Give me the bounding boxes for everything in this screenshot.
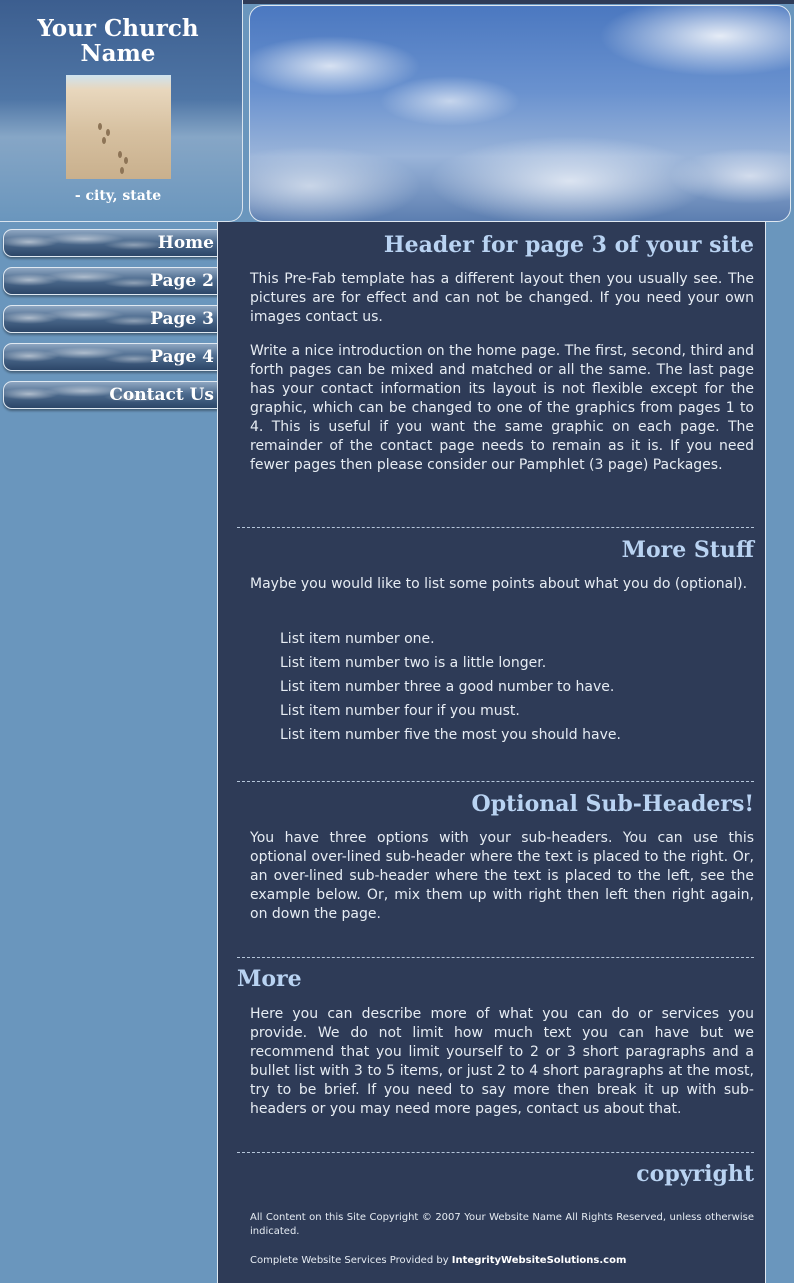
- list-item: List item number three a good number to have.: [280, 679, 615, 695]
- footprint-mark: [120, 167, 124, 174]
- footprints-in-sand-image: [66, 75, 171, 179]
- site-identity-panel: [0, 0, 243, 222]
- main-content: [217, 222, 766, 1283]
- nav-page-3-button[interactable]: Page 3: [3, 305, 229, 333]
- credit-line: [250, 1254, 754, 1268]
- section-divider: [237, 1152, 754, 1153]
- list-item: List item number two is a little longer.: [280, 655, 547, 671]
- credit-link[interactable]: IntegrityWebsiteSolutions.com: [451, 1255, 627, 1266]
- nav-page-4-button[interactable]: Page 4: [3, 343, 229, 371]
- copyright-text: All Content on this Site Copyright © 2007 Your Website Name All Rights Reserved, unless otherwise indicated.: [250, 1212, 754, 1237]
- footprint-mark: [98, 123, 102, 130]
- section-divider: [237, 957, 754, 958]
- footprint-mark: [118, 151, 122, 158]
- copyright-heading: copyright: [636, 1161, 754, 1187]
- footprint-mark: [124, 157, 128, 164]
- more-stuff-list: [280, 627, 621, 747]
- more-text: Here you can describe more of what you can do or services you provide. We do not limit how much text you can have but we recommend that you limit yourself to 2 or 3 short paragraphs and a bullet list with 3 to 5 items, or just 2 to 4 short paragraphs at the most, try to be brief. If you need to say more then break it up with sub-headers or you may need more pages, contact us about that.: [250, 1006, 754, 1117]
- section-divider: [237, 781, 754, 782]
- nav-home-button[interactable]: Home: [3, 229, 229, 257]
- church-location: - city, state: [74, 188, 162, 204]
- list-item: List item number one.: [280, 631, 435, 647]
- intro-paragraph-2: Write a nice introduction on the home page. The first, second, third and forth pages can be mixed and matched or all the same. The last page has your contact information its layout is not flexible except for the graphic, which can be changed to one of the graphics from pages 1 to 4. This is useful if you want the same graphic on each page. The remainder of the contact page needs to remain as it is. If you need fewer pages then please consider our Pamphlet (3 page) Packages.: [250, 343, 754, 473]
- church-name-line1: Your Church: [37, 15, 199, 42]
- footprint-mark: [106, 129, 110, 136]
- church-name: [0, 16, 236, 66]
- optional-subheaders-heading: Optional Sub-Headers!: [471, 791, 754, 817]
- list-item: List item number four if you must.: [280, 703, 520, 719]
- optional-subheaders-text: You have three options with your sub-headers. You can use this optional over-lined sub-header where the text is placed to the right. Or, an over-lined sub-header where the text is placed to the left, see the example below. Or, mix them up with right then left then right again, on down the page.: [250, 830, 754, 922]
- more-heading: More: [237, 966, 302, 992]
- top-bar: [243, 0, 794, 4]
- section-divider: [237, 527, 754, 528]
- nav-contact-us-button[interactable]: Contact Us: [3, 381, 229, 409]
- more-stuff-text: Maybe you would like to list some points about what you do (optional).: [250, 576, 748, 592]
- page-header: Header for page 3 of your site: [383, 232, 754, 258]
- nav-page-2-button[interactable]: Page 2: [3, 267, 229, 295]
- intro-paragraph-1: This Pre-Fab template has a different layout then you usually see. The pictures are for effect and can not be changed. If you need your own images contact us.: [250, 271, 754, 325]
- credit-prefix: Complete Website Services Provided by: [250, 1255, 452, 1266]
- footprint-mark: [102, 137, 106, 144]
- sky-clouds-banner-image: [249, 5, 791, 222]
- church-name-line2: Name: [80, 40, 156, 67]
- more-stuff-heading: More Stuff: [621, 537, 754, 563]
- list-item: List item number five the most you should have.: [280, 727, 621, 743]
